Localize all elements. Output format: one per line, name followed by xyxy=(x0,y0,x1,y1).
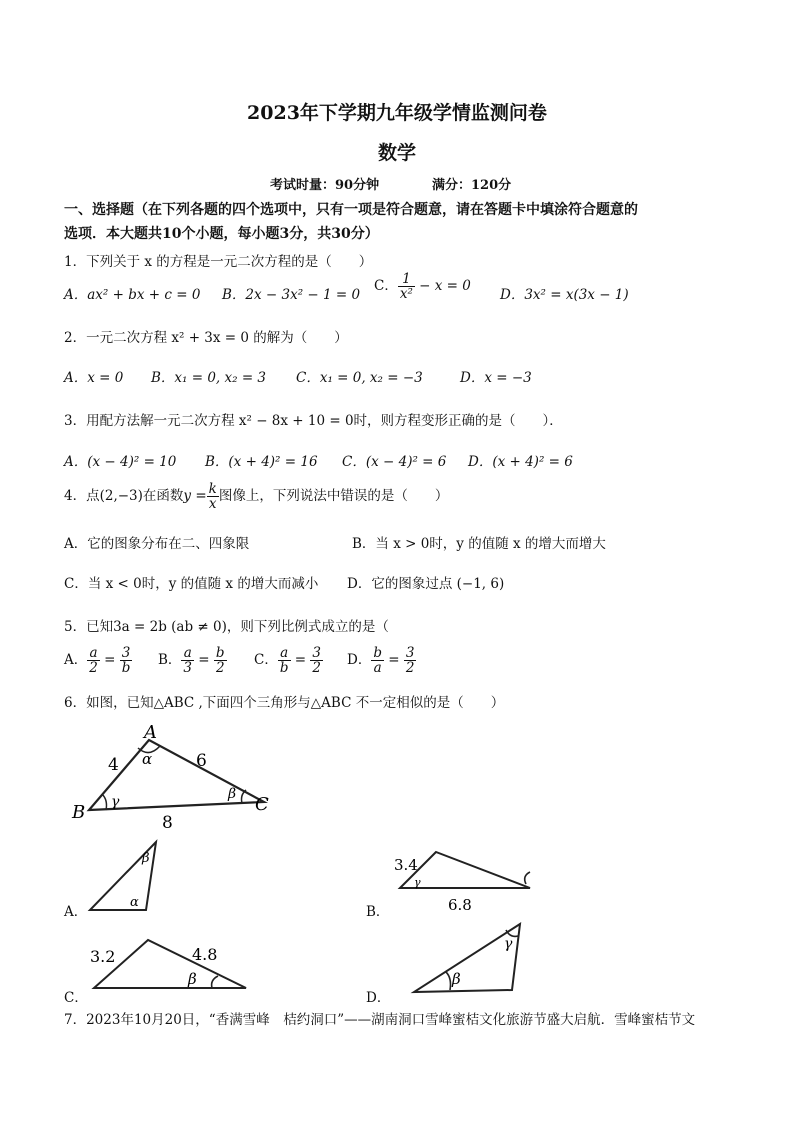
q4-func-num: k xyxy=(208,481,217,497)
q5-option-b: B． $\frac{a}{3}$ = $\frac{b}{2}$ xyxy=(158,645,225,677)
q3-option-c: C．(x − 4)² = 6 xyxy=(342,454,447,470)
q4-func-den: x xyxy=(208,496,217,513)
q3-option-d: D．(x + 4)² = 6 xyxy=(468,454,573,470)
q1-c-fraction xyxy=(398,272,415,301)
side-ab-length: 4 xyxy=(108,755,119,775)
q4-option-b: B．当 x > 0时，y 的值随 x 的增大而增大 xyxy=(352,536,606,552)
angle-alpha: α xyxy=(142,750,153,768)
q5-b-label: B． xyxy=(158,652,182,669)
q5-d-rnum: 3 xyxy=(405,645,415,661)
angle-beta: β xyxy=(228,786,237,802)
q4-option-c: C．当 x < 0时，y 的值随 x 的增大而减小 xyxy=(64,576,319,592)
q5-c-lden: b xyxy=(279,660,289,677)
q5-d-lden: a xyxy=(373,660,382,677)
q5-c-lnum: a xyxy=(278,646,291,661)
q1-option-c-label: C． xyxy=(374,278,398,295)
q1-c-den: x² xyxy=(399,286,413,303)
q4-option-a: A．它的图象分布在二、四象限 xyxy=(64,536,250,552)
q5-option-a: A． $\frac{a}{2}$ = $\frac{3}{b}$ xyxy=(64,645,131,677)
q5-option-d: D． $\frac{b}{a}$ = $\frac{3}{2}$ xyxy=(347,645,415,677)
q2-option-d: D．x = −3 xyxy=(460,370,532,386)
q5-option-c: C． $\frac{a}{b}$ = $\frac{3}{2}$ xyxy=(254,645,321,677)
fig-b-gamma: γ xyxy=(414,876,421,889)
q1-option-d: D．3x² = x(3x − 1) xyxy=(500,287,629,303)
question-2-stem: 2．一元二次方程 x² + 3x = 0 的解为（ ） xyxy=(64,330,348,346)
fig-b-side1: 3.4 xyxy=(394,856,418,874)
q1-option-a: A．ax² + bx + c = 0 xyxy=(64,287,201,303)
triangle-abc-figure xyxy=(64,718,294,836)
question-7-stem: 7．2023年10月20日，“香满雪峰 桔约洞口”——湖南洞口雪峰蜜桔文化旅游节盛大启航．雪峰蜜桔节文 xyxy=(64,1012,696,1028)
fig-a-alpha: α xyxy=(130,895,139,910)
exam-time: 考试时量：90分钟 xyxy=(270,178,380,193)
q6-figure-b xyxy=(390,846,540,914)
question-3-stem: 3．用配方法解一元二次方程 x² − 8x + 10 = 0时，则方程变形正确的是（ ）． xyxy=(64,413,563,429)
section-heading-line2: 选项．本大题共10个小题，每小题3分，共30分） xyxy=(64,226,379,242)
q6-figure-c xyxy=(88,934,258,992)
angle-gamma: γ xyxy=(111,794,120,810)
subject-title: 数学 xyxy=(377,142,416,164)
question-5-stem: 5．已知3a = 2b (ab ≠ 0)，则下列比例式成立的是（ xyxy=(64,619,389,635)
fig-b-side2: 6.8 xyxy=(448,896,472,914)
q4-option-d: D．它的图象过点 (−1, 6) xyxy=(347,576,505,592)
fig-c-side1: 3.2 xyxy=(90,947,116,966)
q6-option-b: B． xyxy=(366,904,390,920)
q5-b-lden: 3 xyxy=(183,660,193,677)
q5-a-rden: b xyxy=(121,660,131,677)
q1-c-num: 1 xyxy=(398,272,415,287)
fig-c-beta: β xyxy=(188,970,197,988)
q3-option-b: B．(x + 4)² = 16 xyxy=(205,454,318,470)
full-score: 满分：120分 xyxy=(432,178,512,193)
q6-option-c: C． xyxy=(64,990,88,1006)
q6-option-d: D． xyxy=(366,990,391,1006)
q5-a-lden: 2 xyxy=(89,660,98,677)
q5-a-label: A． xyxy=(64,652,88,669)
label-c: C xyxy=(255,794,269,815)
q2-option-c: C．x₁ = 0, x₂ = −3 xyxy=(296,370,423,386)
q4-func-fraction xyxy=(207,482,219,511)
fig-d-gamma: γ xyxy=(504,936,513,952)
q6-option-a: A． xyxy=(64,904,88,920)
question-4-stem xyxy=(64,482,448,511)
q4-stem-prefix: 4．点(2,−3)在函数 xyxy=(64,488,184,505)
q3-option-a: A．(x − 4)² = 10 xyxy=(64,454,177,470)
q2-option-b: B．x₁ = 0, x₂ = 3 xyxy=(151,370,267,386)
side-bc-length: 8 xyxy=(162,813,173,833)
section-heading-line1: 一、选择题（在下列各题的四个选项中，只有一项是符合题意，请在答题卡中填涂符合题意的 xyxy=(64,202,638,218)
q5-c-rnum: 3 xyxy=(312,645,321,661)
fig-a-beta: β xyxy=(142,851,150,866)
q5-d-rden: 2 xyxy=(405,660,415,677)
label-a: A xyxy=(144,722,157,743)
q1-option-c xyxy=(374,272,471,301)
fig-d-beta: β xyxy=(452,970,461,988)
question-6-stem: 6．如图，已知△ABC ,下面四个三角形与△ABC 不一定相似的是（ ） xyxy=(64,695,505,711)
q5-c-label: C． xyxy=(254,652,278,669)
fig-c-side2: 4.8 xyxy=(192,945,218,964)
side-ac-length: 6 xyxy=(196,751,207,771)
label-b: B xyxy=(72,802,86,823)
q5-b-lnum: a xyxy=(181,646,194,661)
q1-c-rest: − x = 0 xyxy=(414,278,471,295)
q5-a-rnum: 3 xyxy=(120,646,133,661)
q1-option-b: B．2x − 3x² − 1 = 0 xyxy=(222,287,361,303)
q5-d-label: D． xyxy=(347,652,372,669)
q5-c-rden: 2 xyxy=(312,660,321,677)
q2-option-a: A．x = 0 xyxy=(64,370,124,386)
q6-figure-d xyxy=(410,920,530,996)
q4-stem-suffix: 图像上，下列说法中错误的是（ ） xyxy=(218,488,449,505)
q5-a-lnum: a xyxy=(87,646,100,661)
q4-func-lhs: y = xyxy=(183,488,207,505)
q6-figure-a xyxy=(84,836,164,914)
q5-d-lnum: b xyxy=(373,645,382,661)
question-1-stem: 1．下列关于 x 的方程是一元二次方程的是（ ） xyxy=(64,254,373,270)
page-title: 2023年下学期九年级学情监测问卷 xyxy=(247,102,547,124)
q5-b-rden: 2 xyxy=(215,660,225,677)
q5-b-rnum: b xyxy=(215,645,225,661)
